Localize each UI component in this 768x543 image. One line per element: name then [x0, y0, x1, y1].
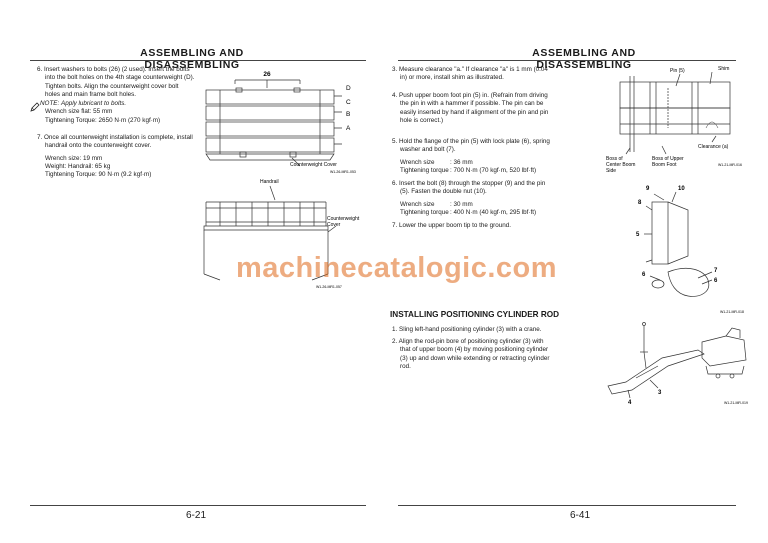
section-subheading: INSTALLING POSITIONING CYLINDER ROD	[390, 310, 560, 319]
figure-code: W1-21-MR-016	[718, 163, 742, 167]
callout-7: 7	[714, 268, 718, 274]
callout-26: 26	[263, 71, 271, 78]
text-line: into the bolt holes on the 4th stage counterweight (D).	[45, 74, 195, 82]
text-line: 7. Once all counterweight installation is complete, install	[37, 134, 193, 141]
left-footer-rule	[30, 505, 366, 506]
note-label: NOTE:	[40, 100, 60, 107]
right-page-header: ASSEMBLING AND DISASSEMBLING	[532, 47, 636, 71]
text-line: in) or more, install shim as illustrated.	[400, 74, 504, 82]
spec-value: : 36 mm	[450, 158, 473, 166]
text-line: 6. Insert the bolt (8) through the stopper (9) and the pin	[392, 180, 546, 187]
callout-5: 5	[636, 232, 640, 238]
text-line: Tightening Torque: 2650 N·m (270 kgf·m)	[45, 116, 161, 124]
boss-upper-label: Boss of Upper	[652, 156, 684, 162]
text-line: the pin in with a hammer if possible. The pin can be	[400, 100, 544, 108]
spec-value: : 700 N·m (70 kgf·m, 520 lbf·ft)	[450, 166, 537, 174]
pin-clearance-figure	[606, 62, 746, 180]
text-line: handrail onto the counterweight cover.	[45, 142, 152, 150]
callout-6b: 6	[714, 278, 718, 284]
right-step-6	[392, 180, 602, 217]
spec-key: Wrench size	[400, 158, 435, 166]
text-line: Tighten bolts. Align the counterweight cover bolt	[45, 82, 179, 90]
pin-label: Pin (5)	[670, 68, 685, 74]
spec-value: : 30 mm	[450, 200, 473, 208]
right-step-7	[392, 222, 602, 230]
text-line: easily inserted by hand if alignment of the pin and pin	[400, 108, 549, 116]
text-line: 5. Hold the flange of the pin (5) with lock plate (6), spring	[392, 138, 550, 145]
boss-center-label: Center Boom	[606, 162, 636, 168]
label-b: B	[346, 111, 351, 118]
callout-10: 10	[678, 186, 685, 192]
sub-step-1	[392, 326, 602, 334]
text-line: 2. Align the rod-pin bore of positioning cylinder (3) with	[392, 338, 544, 345]
clearance-label: Clearance (a)	[698, 144, 729, 150]
text-line: that of upper boom (4) by moving positioning cylinder	[400, 346, 549, 354]
right-footer-rule	[398, 505, 736, 506]
text-line: rod.	[400, 362, 411, 370]
spec-key: Tightening torque	[400, 166, 449, 174]
text-line: hole is correct.)	[400, 116, 444, 124]
handrail-label: Handrail	[260, 179, 279, 185]
pin-bolt-figure	[628, 180, 748, 320]
figure-code: W1-26-MR1-057	[316, 285, 342, 289]
text-line: 3. Measure clearance "a." If clearance "a" is 1 mm (0.04	[392, 66, 548, 73]
callout-9: 9	[646, 186, 650, 192]
text-line: Wrench size: 19 mm	[45, 154, 103, 162]
text-line: Wrench size flat: 55 mm	[45, 108, 113, 116]
spec-key: Wrench size	[400, 200, 435, 208]
spec-key: Tightening torque	[400, 208, 449, 216]
label-c: C	[346, 99, 351, 106]
positioning-cylinder-figure	[606, 322, 752, 406]
sub-step-2	[392, 338, 602, 371]
cover-label: Counterweight Cover	[290, 162, 337, 168]
pencil-note-icon	[30, 99, 40, 117]
text-line: 6. Insert washers to bolts (26) (2 used). Insert the bolts	[37, 66, 190, 73]
shim-label: Shim	[718, 66, 730, 72]
text-line: (5). Fasten the double nut (10).	[400, 188, 487, 196]
counterweight-stack-figure	[200, 66, 370, 176]
label-a: A	[346, 125, 351, 132]
callout-4: 4	[628, 400, 632, 406]
right-step-4	[392, 92, 592, 125]
boss-center-label: Side	[606, 168, 617, 174]
callout-8: 8	[638, 200, 642, 206]
text-line: Tightening Torque: 90 N·m (9.2 kgf·m)	[45, 171, 152, 179]
figure-code: W1-21-MR-018	[720, 310, 744, 314]
text-line: 4. Push upper boom foot pin (5) in. (Refrain from driving	[392, 92, 548, 99]
text-line: Weight: Handrail: 65 kg	[45, 162, 111, 170]
boss-center-label: Boss of	[606, 156, 623, 162]
right-header-rule	[398, 60, 736, 61]
callout-6: 6	[642, 272, 646, 278]
note-text: Apply lubricant to bolts.	[61, 100, 127, 107]
right-step-3	[392, 66, 592, 83]
page-number: 6-21	[186, 510, 207, 521]
label-d: D	[346, 85, 351, 92]
spec-value: : 400 N·m (40 kgf·m, 295 lbf·ft)	[450, 208, 537, 216]
text-line: (3) up and down while extending or retracting cylinder	[400, 354, 550, 362]
figure-code: W1-26-MR1-053	[330, 170, 356, 174]
boss-upper-label: Boom Foot	[652, 162, 677, 168]
page-number: 6-41	[570, 510, 591, 521]
right-step-5	[392, 138, 602, 175]
left-header-rule	[30, 60, 366, 61]
callout-3: 3	[658, 390, 662, 396]
left-page-header: ASSEMBLING AND DISASSEMBLING	[140, 47, 244, 71]
text-line: 7. Lower the upper boom tip to the ground.	[392, 222, 512, 229]
text-line: 1. Sling left-hand positioning cylinder (3) with a crane.	[392, 326, 542, 333]
cover-label: Counterweight	[327, 216, 360, 222]
cover-label: Cover	[327, 222, 341, 228]
figure-code: W1-21-MR-019	[724, 401, 748, 405]
text-line: holes and main frame bolt holes.	[45, 90, 137, 98]
watermark: machinecatalogic.com	[236, 252, 558, 284]
text-line: washer and bolt (7).	[400, 146, 456, 154]
